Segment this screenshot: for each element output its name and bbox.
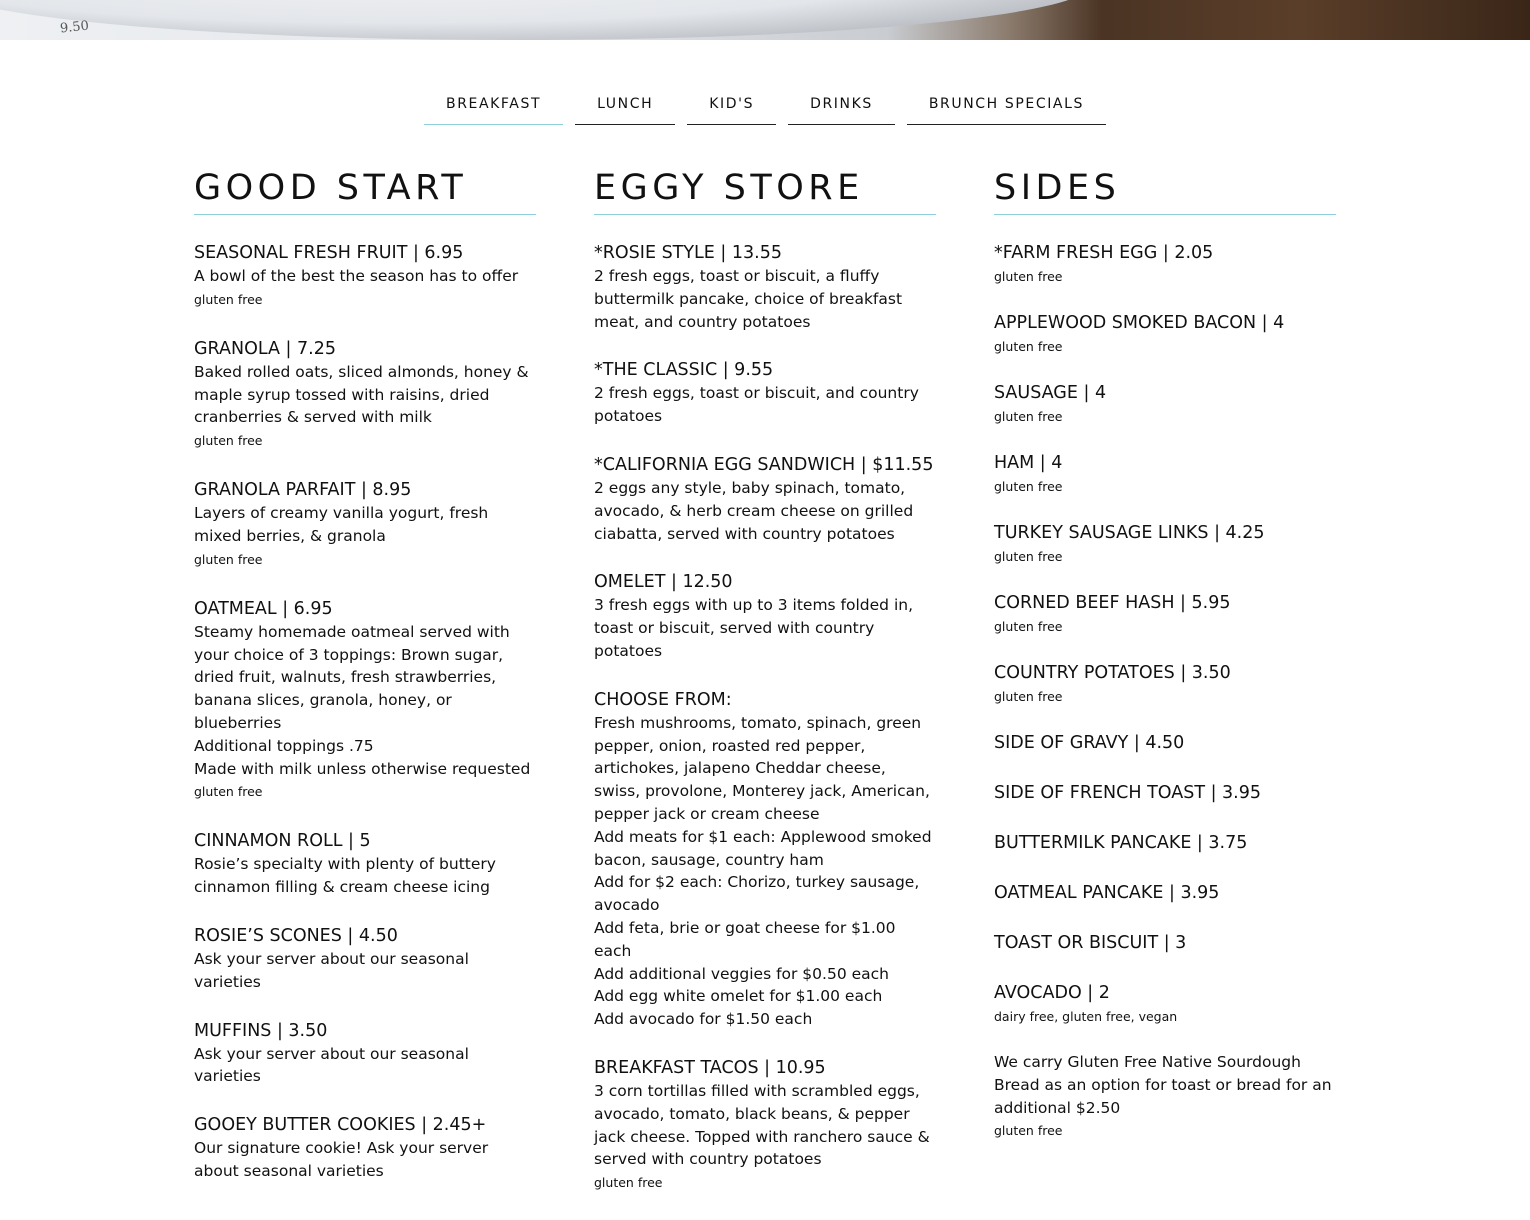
menu-item-title: CORNED BEEF HASH | 5.95 <box>994 593 1231 613</box>
tab-breakfast[interactable]: BREAKFAST <box>424 84 563 125</box>
menu-item <box>994 451 1336 499</box>
description-line: Add for $2 each: Chorizo, turkey sausage, avocado <box>594 873 920 915</box>
menu-item-description <box>194 853 536 899</box>
menu-item-description <box>994 1051 1336 1119</box>
description-line: 2 eggs any style, baby spinach, tomato, avocado, & herb cream cheese on grilled ciabatta, served with country potatoes <box>594 478 914 543</box>
dietary-tag: gluten free <box>194 784 263 800</box>
description-line: Add meats for $1 each: Applewood smoked bacon, sausage, country ham <box>594 827 932 869</box>
menu-item <box>594 358 936 428</box>
description-line: Steamy homemade oatmeal served with your choice of 3 toppings: Brown sugar, dried fruit, walnuts, fresh strawberries, banana slices, granola, honey, or blueberries <box>194 622 510 732</box>
dietary-tag: gluten free <box>994 409 1063 424</box>
dietary-tag: gluten free <box>994 1123 1063 1139</box>
description-line: Fresh mushrooms, tomato, spinach, green pepper, onion, roasted red pepper, artichokes, jalapeno Cheddar cheese, swiss, provolone, Monterey jack, American, pepper jack or cream cheese <box>594 713 930 823</box>
section-title: SIDES <box>994 168 1336 215</box>
menu-item <box>994 591 1336 639</box>
hero-image <box>0 0 1530 40</box>
menu-item <box>994 881 1336 905</box>
menu-item <box>994 661 1336 709</box>
dietary-tag: gluten free <box>194 433 263 449</box>
plate-image <box>0 0 1090 40</box>
tab-drinks[interactable]: DRINKS <box>788 84 895 125</box>
menu-item-title: *FARM FRESH EGG | 2.05 <box>994 243 1214 263</box>
menu-item-title: BREAKFAST TACOS | 10.95 <box>594 1057 826 1078</box>
section-title: GOOD START <box>194 168 536 215</box>
dietary-tag: gluten free <box>194 291 263 307</box>
menu-item <box>594 688 936 1031</box>
menu-item-title: *THE CLASSIC | 9.55 <box>594 360 774 381</box>
description-line: Add egg white omelet for $1.00 each <box>594 987 883 1006</box>
menu-item <box>594 453 936 545</box>
description-line: A bowl of the best the season has to offer <box>194 267 519 285</box>
dietary-tag: dairy free, gluten free, vegan <box>994 1009 1178 1024</box>
menu-item <box>594 570 936 662</box>
section-eggy-store <box>594 168 936 1220</box>
menu-item-title: SEASONAL FRESH FRUIT | 6.95 <box>194 243 464 263</box>
description-line: Add feta, brie or goat cheese for $1.00 each <box>594 918 896 960</box>
description-line: Add additional veggies for $0.50 each <box>594 964 889 983</box>
menu-item <box>194 597 536 805</box>
menu-item-description <box>194 265 536 288</box>
menu-item <box>994 981 1336 1029</box>
menu-item <box>994 1051 1336 1143</box>
description-line: Ask your server about our seasonal varieties <box>194 949 469 991</box>
description-line: 2 fresh eggs, toast or biscuit, a fluffy buttermilk pancake, choice of breakfast meat, and country potatoes <box>594 267 903 331</box>
tab-brunch-specials[interactable]: BRUNCH SPECIALS <box>907 84 1106 125</box>
menu-item <box>994 781 1336 805</box>
section-good-start <box>194 168 536 1208</box>
menu-item-title: MUFFINS | 3.50 <box>194 1020 328 1041</box>
menu-items <box>994 241 1336 1143</box>
menu-item-title: TURKEY SAUSAGE LINKS | 4.25 <box>994 523 1265 543</box>
menu-item-description <box>194 361 536 429</box>
dietary-tag: gluten free <box>994 269 1063 284</box>
menu-item <box>194 829 536 899</box>
description-line: Our signature cookie! Ask your server about seasonal varieties <box>194 1139 489 1180</box>
description-line: 3 corn tortillas filled with scrambled eggs, avocado, tomato, black beans, & pepper jack cheese. Topped with ranchero sauce & served with country potatoes <box>594 1081 930 1169</box>
menu-item <box>994 731 1336 755</box>
menu-item-description <box>594 1080 936 1171</box>
description-line: We carry Gluten Free Native Sourdough Bread as an option for toast or bread for an additional $2.50 <box>994 1053 1332 1117</box>
menu-item-description <box>194 1137 536 1183</box>
menu-item-title: SAUSAGE | 4 <box>994 383 1107 403</box>
description-line: Add avocado for $1.50 each <box>594 1010 813 1029</box>
menu-item-title: SIDE OF FRENCH TOAST | 3.95 <box>994 783 1261 803</box>
menu-item <box>194 241 536 312</box>
menu-item <box>994 521 1336 569</box>
dietary-tag: gluten free <box>994 619 1063 634</box>
description-line: Layers of creamy vanilla yogurt, fresh mixed berries, & granola <box>194 504 489 545</box>
description-line: Made with milk unless otherwise requested <box>194 759 531 778</box>
menu-item <box>194 924 536 994</box>
menu-item-title: BUTTERMILK PANCAKE | 3.75 <box>994 833 1248 853</box>
menu-item-title: GRANOLA | 7.25 <box>194 338 336 359</box>
menu-item-title: GOOEY BUTTER COOKIES | 2.45+ <box>194 1115 487 1136</box>
menu-item-title: OATMEAL | 6.95 <box>194 598 333 619</box>
description-line: Additional toppings .75 <box>194 736 374 755</box>
menu-item-description <box>194 1043 536 1089</box>
dietary-tag: gluten free <box>994 339 1063 354</box>
dietary-tag: gluten free <box>994 689 1063 704</box>
menu-item <box>994 931 1336 955</box>
dietary-tag: gluten free <box>994 549 1063 564</box>
description-line: Ask your server about our seasonal varieties <box>194 1044 469 1086</box>
section-title: EGGY STORE <box>594 168 936 215</box>
hero-price-text: 9.50 <box>59 18 90 37</box>
dietary-tag: gluten free <box>194 551 263 567</box>
section-sides <box>994 168 1336 1165</box>
menu-item-title: CINNAMON ROLL | 5 <box>194 831 371 852</box>
description-line: 2 fresh eggs, toast or biscuit, and country potatoes <box>594 384 919 426</box>
menu-item <box>594 1056 936 1195</box>
menu-item <box>194 478 536 572</box>
menu-item-title: *CALIFORNIA EGG SANDWICH | $11.55 <box>594 454 934 475</box>
menu-item-title: ROSIE’S SCONES | 4.50 <box>194 925 398 946</box>
description-line: Baked rolled oats, sliced almonds, honey & maple syrup tossed with raisins, dried cranberries & served with milk <box>194 362 529 427</box>
menu-item-description <box>594 594 936 662</box>
tab-kids[interactable]: KID'S <box>687 84 776 125</box>
menu-item <box>994 311 1336 359</box>
description-line: 3 fresh eggs with up to 3 items folded in, toast or biscuit, served with country potatoes <box>594 596 913 660</box>
menu-item-title: CHOOSE FROM: <box>594 689 732 710</box>
menu-item-title: COUNTRY POTATOES | 3.50 <box>994 663 1231 683</box>
menu-item-description <box>194 948 536 994</box>
menu-item-title: TOAST OR BISCUIT | 3 <box>994 933 1187 953</box>
tab-lunch[interactable]: LUNCH <box>575 84 675 125</box>
menu-item <box>194 337 536 453</box>
menu-item-description <box>194 621 536 781</box>
menu-item <box>994 381 1336 429</box>
menu-item-title: APPLEWOOD SMOKED BACON | 4 <box>994 313 1285 333</box>
menu-item-description <box>594 265 936 333</box>
menu-items <box>594 241 936 1195</box>
menu-item-title: *ROSIE STYLE | 13.55 <box>594 243 782 263</box>
menu-item <box>994 241 1336 289</box>
menu-item <box>594 241 936 333</box>
menu-items <box>194 241 536 1183</box>
description-line: Rosie’s specialty with plenty of buttery cinnamon filling & cream cheese icing <box>194 855 496 897</box>
dietary-tag: gluten free <box>994 479 1063 494</box>
menu-item-title: OMELET | 12.50 <box>594 572 733 593</box>
menu-item-description <box>594 712 936 1031</box>
menu-item-description <box>594 382 936 428</box>
menu-item-title: OATMEAL PANCAKE | 3.95 <box>994 883 1220 903</box>
menu-item <box>194 1113 536 1183</box>
menu-item-title: SIDE OF GRAVY | 4.50 <box>994 733 1185 753</box>
menu-item-description <box>194 502 536 548</box>
menu-item-title: AVOCADO | 2 <box>994 983 1110 1003</box>
menu-item-title: GRANOLA PARFAIT | 8.95 <box>194 480 412 501</box>
menu-item-description <box>594 477 936 545</box>
menu-item <box>194 1019 536 1089</box>
menu-item-title: HAM | 4 <box>994 453 1063 473</box>
dietary-tag: gluten free <box>594 1175 663 1191</box>
menu-tabs <box>0 84 1530 125</box>
menu-item <box>994 831 1336 855</box>
